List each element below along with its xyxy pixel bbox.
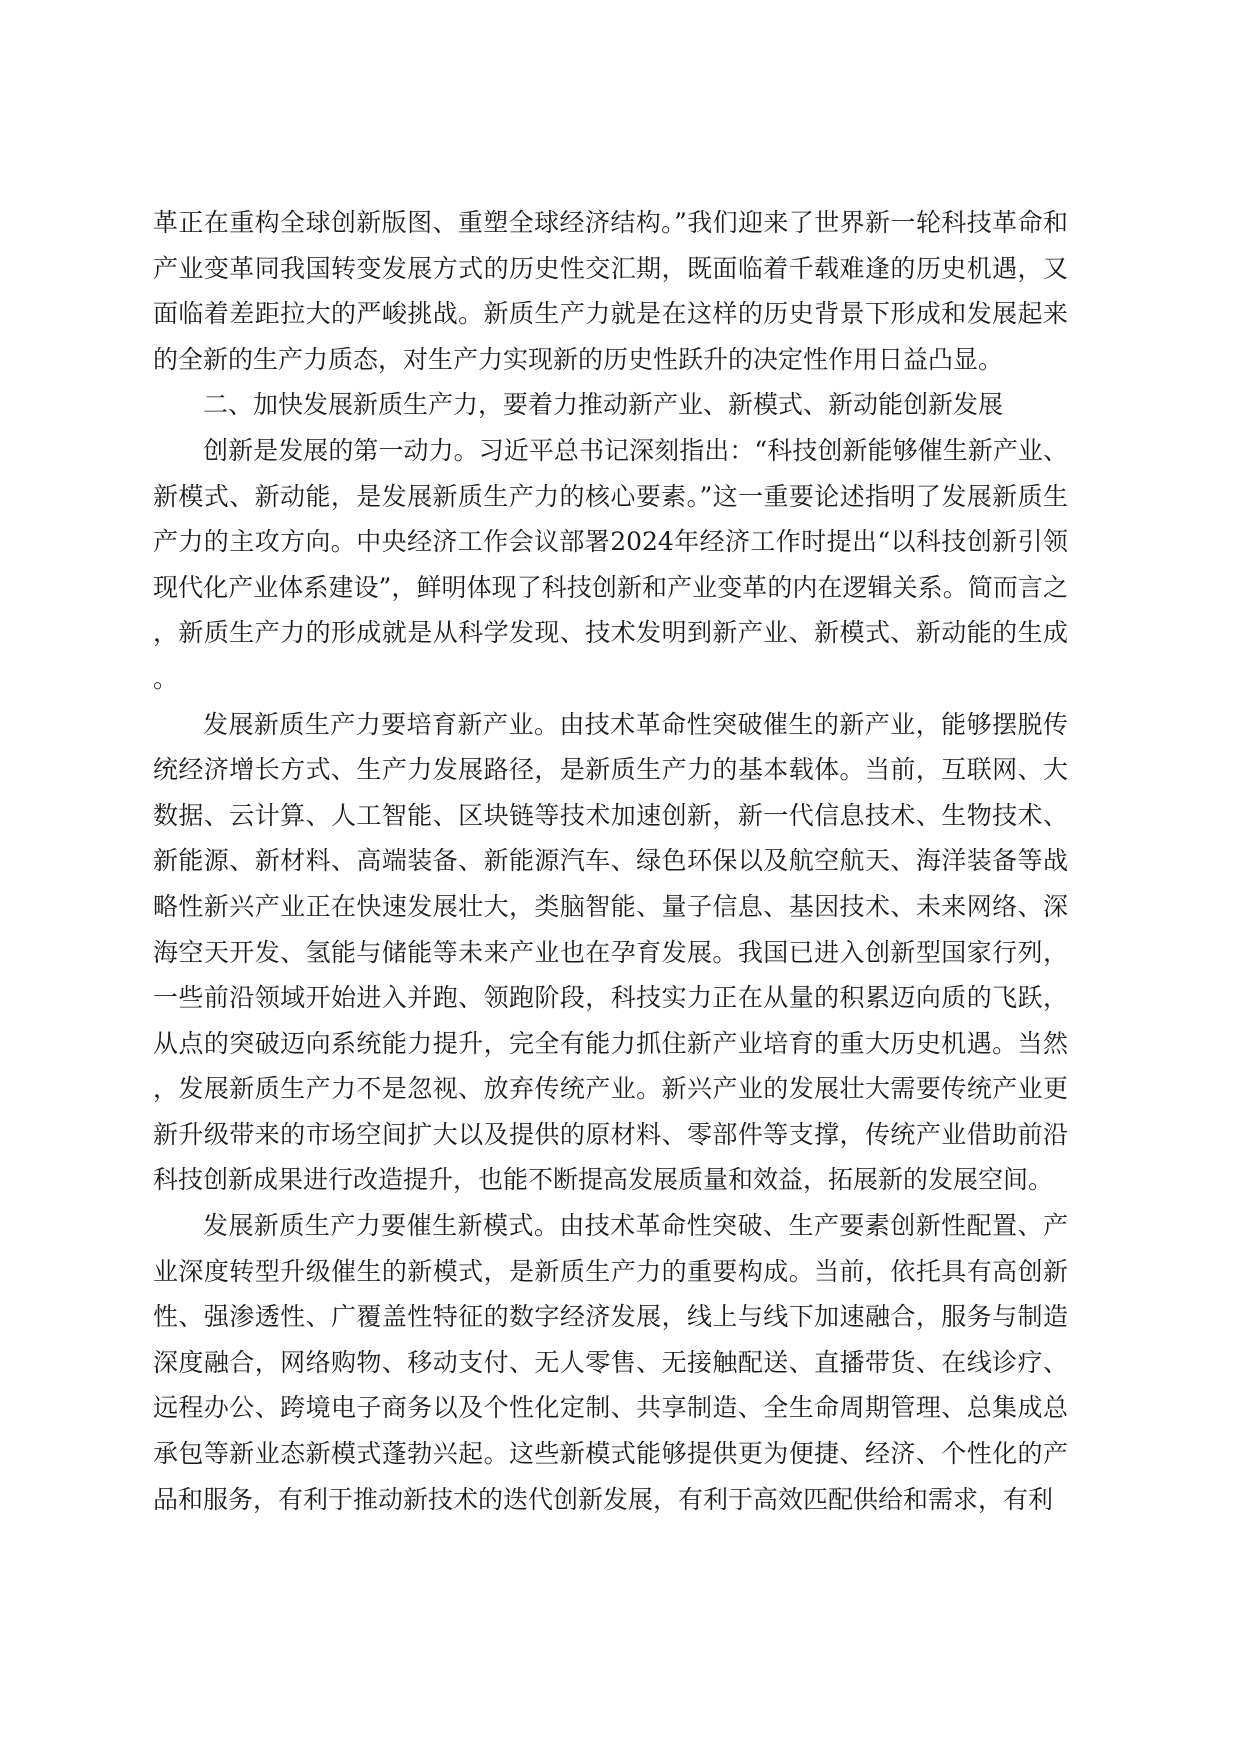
paragraph-continuation: 革正在重构全球创新版图、重塑全球经济结构。”我们迎来了世界新一轮科技革命和产业变革同我国转变发展方式的历史性交汇期，既面临着千载难逢的历史机遇，又面临着差距拉大的严峻挑战。新质生产力就是在这样的历史背景下形成和发展起来的全新的生产力质态，对生产力实现新的历史性跃升的决定性作用日益凸显。 xyxy=(153,208,1068,374)
document-body xyxy=(153,200,1068,1522)
paragraph: 创新是发展的第一动力。习近平总书记深刻指出：“科技创新能够催生新产业、新模式、新动能，是发展新质生产力的核心要素。”这一重要论述指明了发展新质生产力的主攻方向。中央经济工作会议部署2024年经济工作时提出“以科技创新引领现代化产业体系建设”，鲜明体现了科技创新和产业变革的内在逻辑关系。简而言之，新质生产力的形成就是从科学发现、技术发明到新产业、新模式、新动能的生成。 xyxy=(153,435,1068,693)
paragraph: 发展新质生产力要培育新产业。由技术革命性突破催生的新产业，能够摆脱传统经济增长方式、生产力发展路径，是新质生产力的基本载体。当前，互联网、大数据、云计算、人工智能、区块链等技术加速创新，新一代信息技术、生物技术、新能源、新材料、高端装备、新能源汽车、绿色环保以及航空航天、海洋装备等战略性新兴产业正在快速发展壮大，类脑智能、量子信息、基因技术、未来网络、深海空天开发、氢能与储能等未来产业也在孕育发展。我国已进入创新型国家行列，一些前沿领域开始进入并跑、领跑阶段，科技实力正在从量的积累迈向质的飞跃，从点的突破迈向系统能力提升，完全有能力抓住新产业培育的重大历史机遇。当然，发展新质生产力不是忽视、放弃传统产业。新兴产业的发展壮大需要传统产业更新升级带来的市场空间扩大以及提供的原材料、零部件等支撑，传统产业借助前沿科技创新成果进行改造提升，也能不断提高发展质量和效益，拓展新的发展空间。 xyxy=(153,709,1068,1195)
section-heading: 二、加快发展新质生产力，要着力推动新产业、新模式、新动能创新发展 xyxy=(203,390,1004,420)
paragraph: 发展新质生产力要催生新模式。由技术革命性突破、生产要素创新性配置、产业深度转型升级催生的新模式，是新质生产力的重要构成。当前，依托具有高创新性、强渗透性、广覆盖性特征的数字经济发展，线上与线下加速融合，服务与制造深度融合，网络购物、移动支付、无人零售、无接触配送、直播带货、在线诊疗、远程办公、跨境电子商务以及个性化定制、共享制造、全生命周期管理、总集成总承包等新业态新模式蓬勃兴起。这些新模式能够提供更为便捷、经济、个性化的产品和服务，有利于推动新技术的迭代创新发展，有利于高效匹配供给和需求，有利 xyxy=(153,1211,1068,1514)
